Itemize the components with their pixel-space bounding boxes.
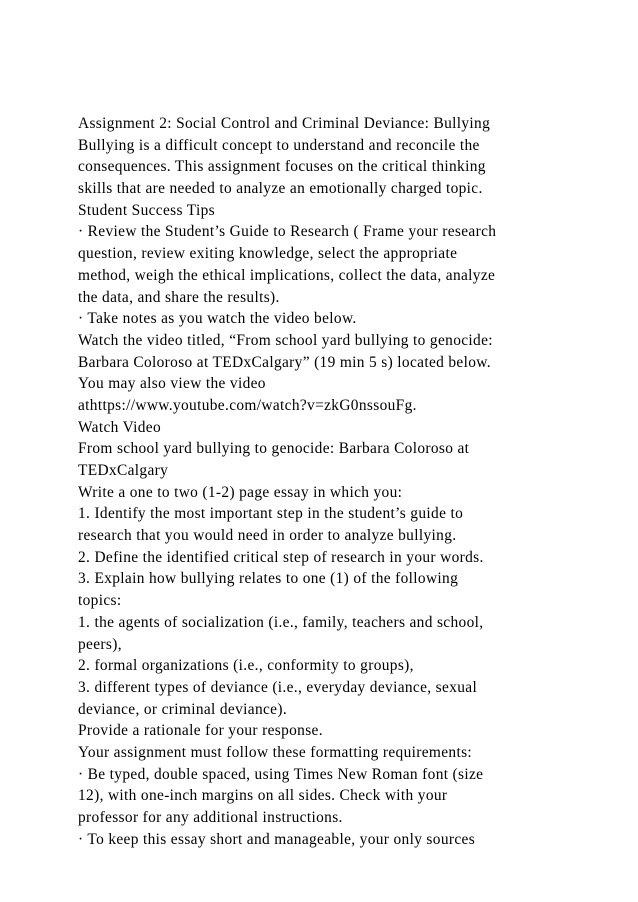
video-title-line: From school yard bullying to genocide: Barbara Coloroso at: [78, 440, 470, 458]
text-line: skills that are needed to analyze an emotionally charged topic.: [78, 180, 483, 198]
bullet-line: · Be typed, double spaced, using Times New Roman font (size: [78, 765, 484, 783]
text-line: Watch the video titled, “From school yard bullying to genocide:: [78, 331, 493, 349]
bullet-line: · To keep this essay short and manageable, your only sources: [78, 830, 476, 848]
text-line: topics:: [78, 592, 122, 610]
text-line: the data, and share the results).: [78, 288, 280, 306]
numbered-item: 2. Define the identified critical step of research in your words.: [78, 548, 484, 566]
bullet-line: · Review the Student’s Guide to Research ( Frame your research: [78, 223, 497, 241]
watch-video-heading: Watch Video: [78, 418, 162, 436]
text-line: professor for any additional instructions.: [78, 809, 343, 826]
text-line: Your assignment must follow these formatting requirements:: [78, 743, 473, 761]
numbered-item: 1. the agents of socialization (i.e., family, teachers and school,: [78, 613, 484, 631]
video-title-line: TEDxCalgary: [78, 462, 169, 479]
section-heading-success-tips: Student Success Tips: [78, 201, 215, 219]
text-line: consequences. This assignment focuses on the critical thinking: [78, 158, 486, 176]
text-line: method, weigh the ethical implications, collect the data, analyze: [78, 266, 496, 284]
text-line: You may also view the video: [78, 375, 266, 393]
assignment-title: Assignment 2: Social Control and Criminal Deviance: Bullying: [78, 115, 491, 132]
numbered-item: 3. Explain how bullying relates to one (1) of the following: [78, 570, 459, 588]
text-line: deviance, or criminal deviance).: [78, 700, 288, 718]
text-line: Write a one to two (1-2) page essay in which you:: [78, 483, 403, 501]
text-line: Barbara Coloroso at TEDxCalgary” (19 min 5 s) located below.: [78, 353, 491, 371]
document-body: [78, 113, 578, 850]
text-line: peers),: [78, 635, 122, 653]
bullet-line: · Take notes as you watch the video below.: [78, 310, 357, 328]
text-line: research that you would need in order to analyze bullying.: [78, 527, 457, 545]
text-line: 12), with one-inch margins on all sides. Check with your: [78, 787, 448, 805]
numbered-item: 1. Identify the most important step in the student’s guide to: [78, 505, 464, 523]
video-url-line: athttps://www.youtube.com/watch?v=zkG0nssouFg.: [78, 396, 417, 414]
numbered-item: 3. different types of deviance (i.e., everyday deviance, sexual: [78, 678, 478, 696]
text-line: Provide a rationale for your response.: [78, 722, 323, 740]
text-line: Bullying is a difficult concept to understand and reconcile the: [78, 136, 480, 154]
numbered-item: 2. formal organizations (i.e., conformity to groups),: [78, 657, 414, 675]
text-line: question, review exiting knowledge, select the appropriate: [78, 245, 458, 263]
